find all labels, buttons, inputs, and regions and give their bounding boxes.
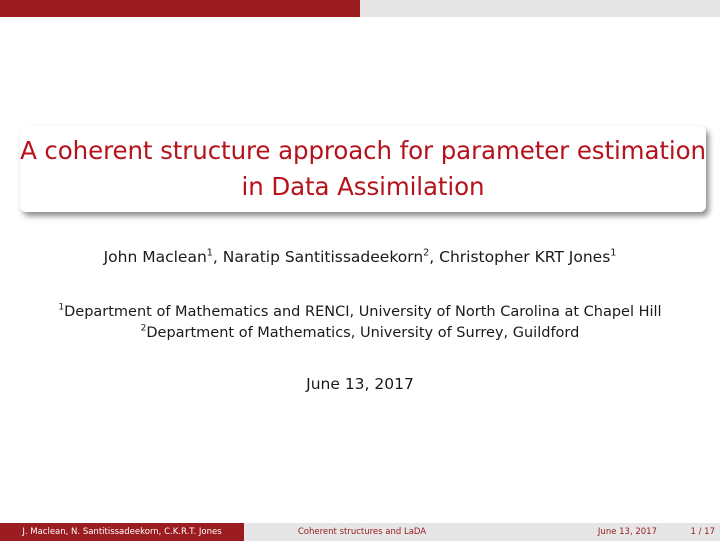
footer-date: June 13, 2017 bbox=[597, 527, 657, 537]
affiliation-mark: 2 bbox=[140, 323, 147, 334]
author-name: Naratip Santitissadeekorn bbox=[222, 248, 424, 266]
author-list: John Maclean$^1$, Naratip Santitissadeekorn$^2$, Christopher KRT Jones$^1$ bbox=[103, 247, 617, 266]
title-line-2: in Data Assimilation bbox=[241, 172, 485, 201]
author-affil-mark: 1 bbox=[610, 247, 617, 259]
title-block bbox=[20, 126, 706, 212]
progress-bar bbox=[0, 0, 720, 17]
progress-bar-track bbox=[360, 0, 720, 17]
footer-right bbox=[480, 523, 720, 541]
presentation-date: June 13, 2017 bbox=[306, 375, 414, 393]
progress-bar-fill bbox=[0, 0, 360, 17]
footer-page-number: 1 / 17 bbox=[690, 527, 715, 537]
footer-short-title: Coherent structures and LaDA bbox=[244, 523, 480, 541]
affiliation bbox=[0, 302, 720, 323]
author-affil-mark: 2 bbox=[423, 247, 430, 259]
affiliation-list bbox=[0, 302, 720, 344]
author-name: John Maclean bbox=[103, 248, 207, 266]
title-line-1: A coherent structure approach for parameter estimation bbox=[20, 136, 706, 165]
affiliation-text: Department of Mathematics, University of Surrey, Guildford bbox=[146, 325, 580, 341]
author-affil-mark: 1 bbox=[206, 247, 213, 259]
affiliation-mark: 1 bbox=[58, 302, 65, 313]
author-name: Christopher KRT Jones bbox=[439, 248, 611, 266]
footer bbox=[0, 523, 720, 541]
affiliation bbox=[0, 323, 720, 344]
affiliation-text: Department of Mathematics and RENCI, University of North Carolina at Chapel Hill bbox=[64, 304, 662, 320]
footer-authors: J. Maclean, N. Santitissadeekorn, C.K.R.T. Jones bbox=[0, 523, 244, 541]
